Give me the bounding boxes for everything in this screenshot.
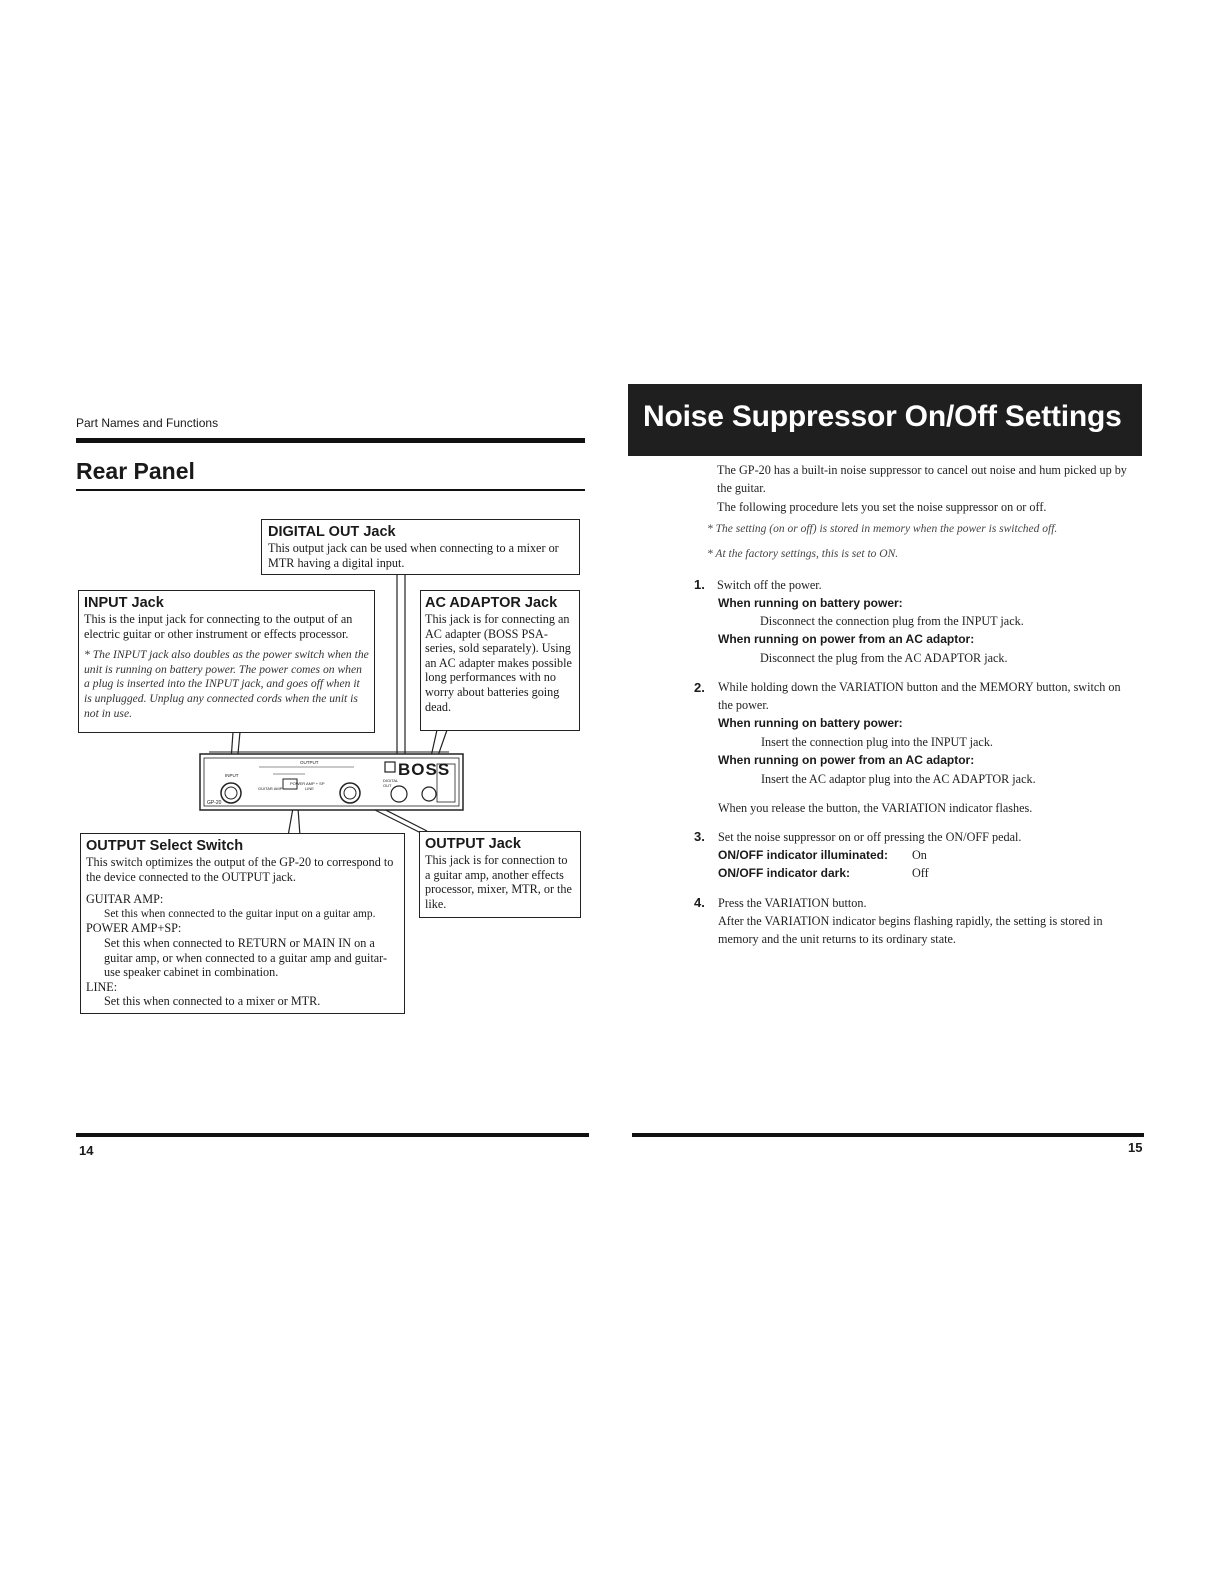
callout-title: AC ADAPTOR Jack [425, 595, 558, 611]
section-banner [628, 384, 1142, 456]
callout-digital-out [261, 519, 580, 575]
pair-value: On [912, 848, 927, 862]
page-number: 15 [1128, 1140, 1143, 1155]
callout-body: This switch optimizes the output of the GP-20 to correspond to the device connected to the OUTPUT jack. [86, 855, 394, 884]
step-sub-label: When running on battery power: [718, 716, 903, 730]
panel-switch-label-guitar: GUITAR AMP [258, 786, 283, 791]
step-sub-text: Insert the connection plug into the INPUT jack. [761, 735, 993, 749]
step-sub-text: Insert the AC adaptor plug into the AC ADAPTOR jack. [761, 772, 1036, 786]
option-desc: Set this when connected to the guitar input on a guitar amp. [104, 907, 376, 920]
step-text: Set the noise suppressor on or off pressing the ON/OFF pedal. [718, 830, 1022, 844]
intro-line: The following procedure lets you set the noise suppressor on or off. [717, 500, 1047, 514]
step-after: After the VARIATION indicator begins flashing rapidly, the setting is stored in memory and the unit returns to its ordinary state. [718, 914, 1103, 946]
step-text: While holding down the VARIATION button and the MEMORY button, switch on the power. [718, 680, 1121, 712]
callout-body: This jack is for connecting an AC adapter (BOSS PSA-series, sold separately). Using an AC adapter makes possible long performances with no worry about batteries going dead. [425, 612, 572, 714]
footer-rule [632, 1133, 1144, 1137]
option-term: LINE: [86, 979, 118, 994]
callout-title: DIGITAL OUT Jack [268, 524, 396, 540]
option-desc: Set this when connected to a mixer or MTR. [104, 994, 321, 1009]
panel-input-label: INPUT [225, 773, 239, 778]
option-term: POWER AMP+SP: [86, 921, 182, 936]
panel-switch-label-line: LINE [305, 786, 314, 791]
callout-ac-adaptor-jack [420, 590, 580, 731]
intro-line: The GP-20 has a built-in noise suppressor to cancel out noise and hum picked up by the guitar. [717, 463, 1127, 495]
panel-digital-label: DIGITAL OUT [383, 778, 399, 788]
callout-output-jack [419, 831, 581, 918]
step-number: 3. [694, 829, 705, 844]
step-after: When you release the button, the VARIATION indicator flashes. [718, 801, 1033, 815]
pair-label: ON/OFF indicator dark: [718, 866, 851, 880]
banner-title: Noise Suppressor On/Off Settings [643, 400, 1122, 433]
rear-panel-illustration [199, 748, 465, 812]
panel-output-label: OUTPUT [300, 760, 319, 765]
callout-body: This jack is for connection to a guitar amp, another effects processor, mixer, MTR, or the like. [425, 853, 572, 911]
option-desc: Set this when connected to RETURN or MAIN IN on a guitar amp, or when connected to a guitar amp and guitar-use speaker cabinet in combination. [104, 935, 388, 980]
callout-note: * The INPUT jack also doubles as the power switch when the unit is running on battery power. The power comes on when a plug is inserted into the INPUT jack, and goes off when it is unplugged. Unplug any connected cords when the unit is not in use. [84, 648, 369, 720]
step-number: 2. [694, 680, 705, 695]
panel-model: GP-20 [207, 800, 222, 806]
page-number: 14 [79, 1143, 94, 1158]
callout-title: INPUT Jack [84, 595, 164, 611]
footer-rule [76, 1133, 589, 1137]
panel-switch-label-power: POWER AMP + SP [290, 781, 325, 786]
step-sub-text: Disconnect the connection plug from the INPUT jack. [760, 614, 1024, 628]
callout-input-jack [78, 590, 375, 733]
running-head: Part Names and Functions [76, 416, 219, 430]
step-number: 4. [694, 895, 705, 910]
pair-label: ON/OFF indicator illuminated: [718, 848, 889, 862]
step-sub-text: Disconnect the plug from the AC ADAPTOR jack. [760, 651, 1008, 665]
callout-output-select-switch [80, 833, 405, 1014]
callout-title: OUTPUT Select Switch [86, 838, 244, 854]
pair-value: Off [912, 866, 929, 880]
step-text: Switch off the power. [717, 578, 822, 592]
note-line: * The setting (on or off) is stored in memory when the power is switched off. [707, 523, 1058, 535]
callout-title: OUTPUT Jack [425, 836, 521, 852]
step-number: 1. [694, 577, 705, 592]
callout-body: This is the input jack for connecting to the output of an electric guitar or other instrument or effects processor. [84, 612, 353, 641]
step-sub-label: When running on power from an AC adaptor: [718, 753, 975, 767]
callout-body: This output jack can be used when connecting to a mixer or MTR having a digital input. [268, 541, 559, 570]
note-line: * At the factory settings, this is set to ON. [707, 548, 899, 560]
panel-brand: BOSS [398, 760, 451, 779]
step-sub-label: When running on power from an AC adaptor: [718, 632, 975, 646]
step-sub-label: When running on battery power: [718, 596, 903, 610]
option-term: GUITAR AMP: [86, 892, 164, 907]
step-text: Press the VARIATION button. [718, 896, 867, 910]
page-heading: Rear Panel [76, 458, 195, 484]
